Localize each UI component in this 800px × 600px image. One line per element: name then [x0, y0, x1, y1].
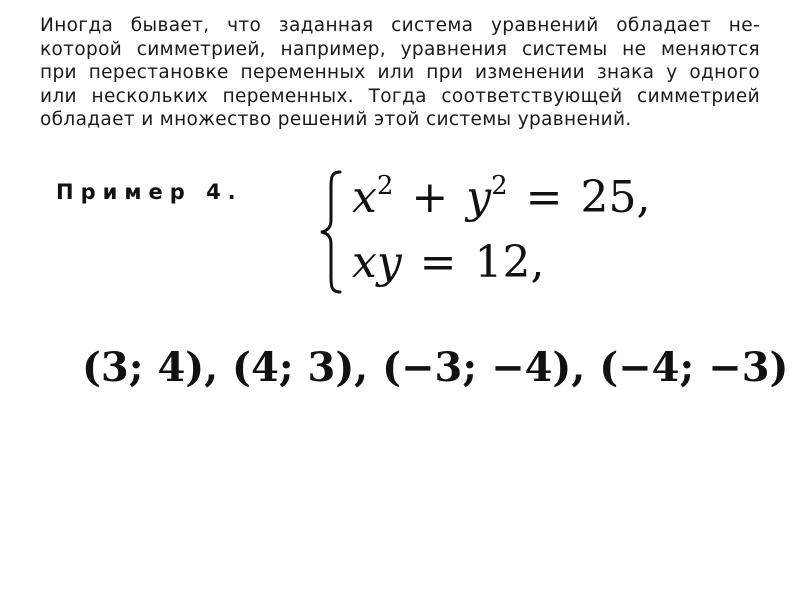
- paragraph-line: при перестановке переменных или при изменении знака у одного: [40, 62, 760, 83]
- var-xy: xy: [352, 237, 402, 288]
- exponent: 2: [376, 171, 394, 202]
- plus-sign: +: [411, 172, 449, 223]
- system-brace: [318, 168, 348, 296]
- rhs-value: 25,: [580, 172, 651, 223]
- intro-paragraph: [40, 14, 760, 132]
- equals-sign: =: [419, 237, 457, 288]
- var-y: y: [466, 172, 492, 223]
- equation-2: [352, 238, 545, 288]
- equation-1: [352, 173, 651, 223]
- example-label: Пример 4.: [56, 180, 243, 204]
- solutions-line: (3; 4), (4; 3), (−3; −4), (−4; −3): [82, 344, 789, 391]
- paragraph-line: Иногда бывает, что заданная система уравнений обладает не-: [40, 15, 760, 36]
- var-x: x: [352, 172, 377, 223]
- paragraph-line: которой симметрией, например, уравнения системы не меняются: [40, 38, 760, 60]
- paragraph-line: обладает и множество решений этой системы уравнений.: [40, 109, 632, 130]
- exponent: 2: [491, 171, 508, 202]
- paragraph-line: или нескольких переменных. Тогда соответствующей симметрией: [40, 85, 760, 107]
- equals-sign: =: [525, 172, 563, 223]
- rhs-value: 12,: [474, 237, 545, 288]
